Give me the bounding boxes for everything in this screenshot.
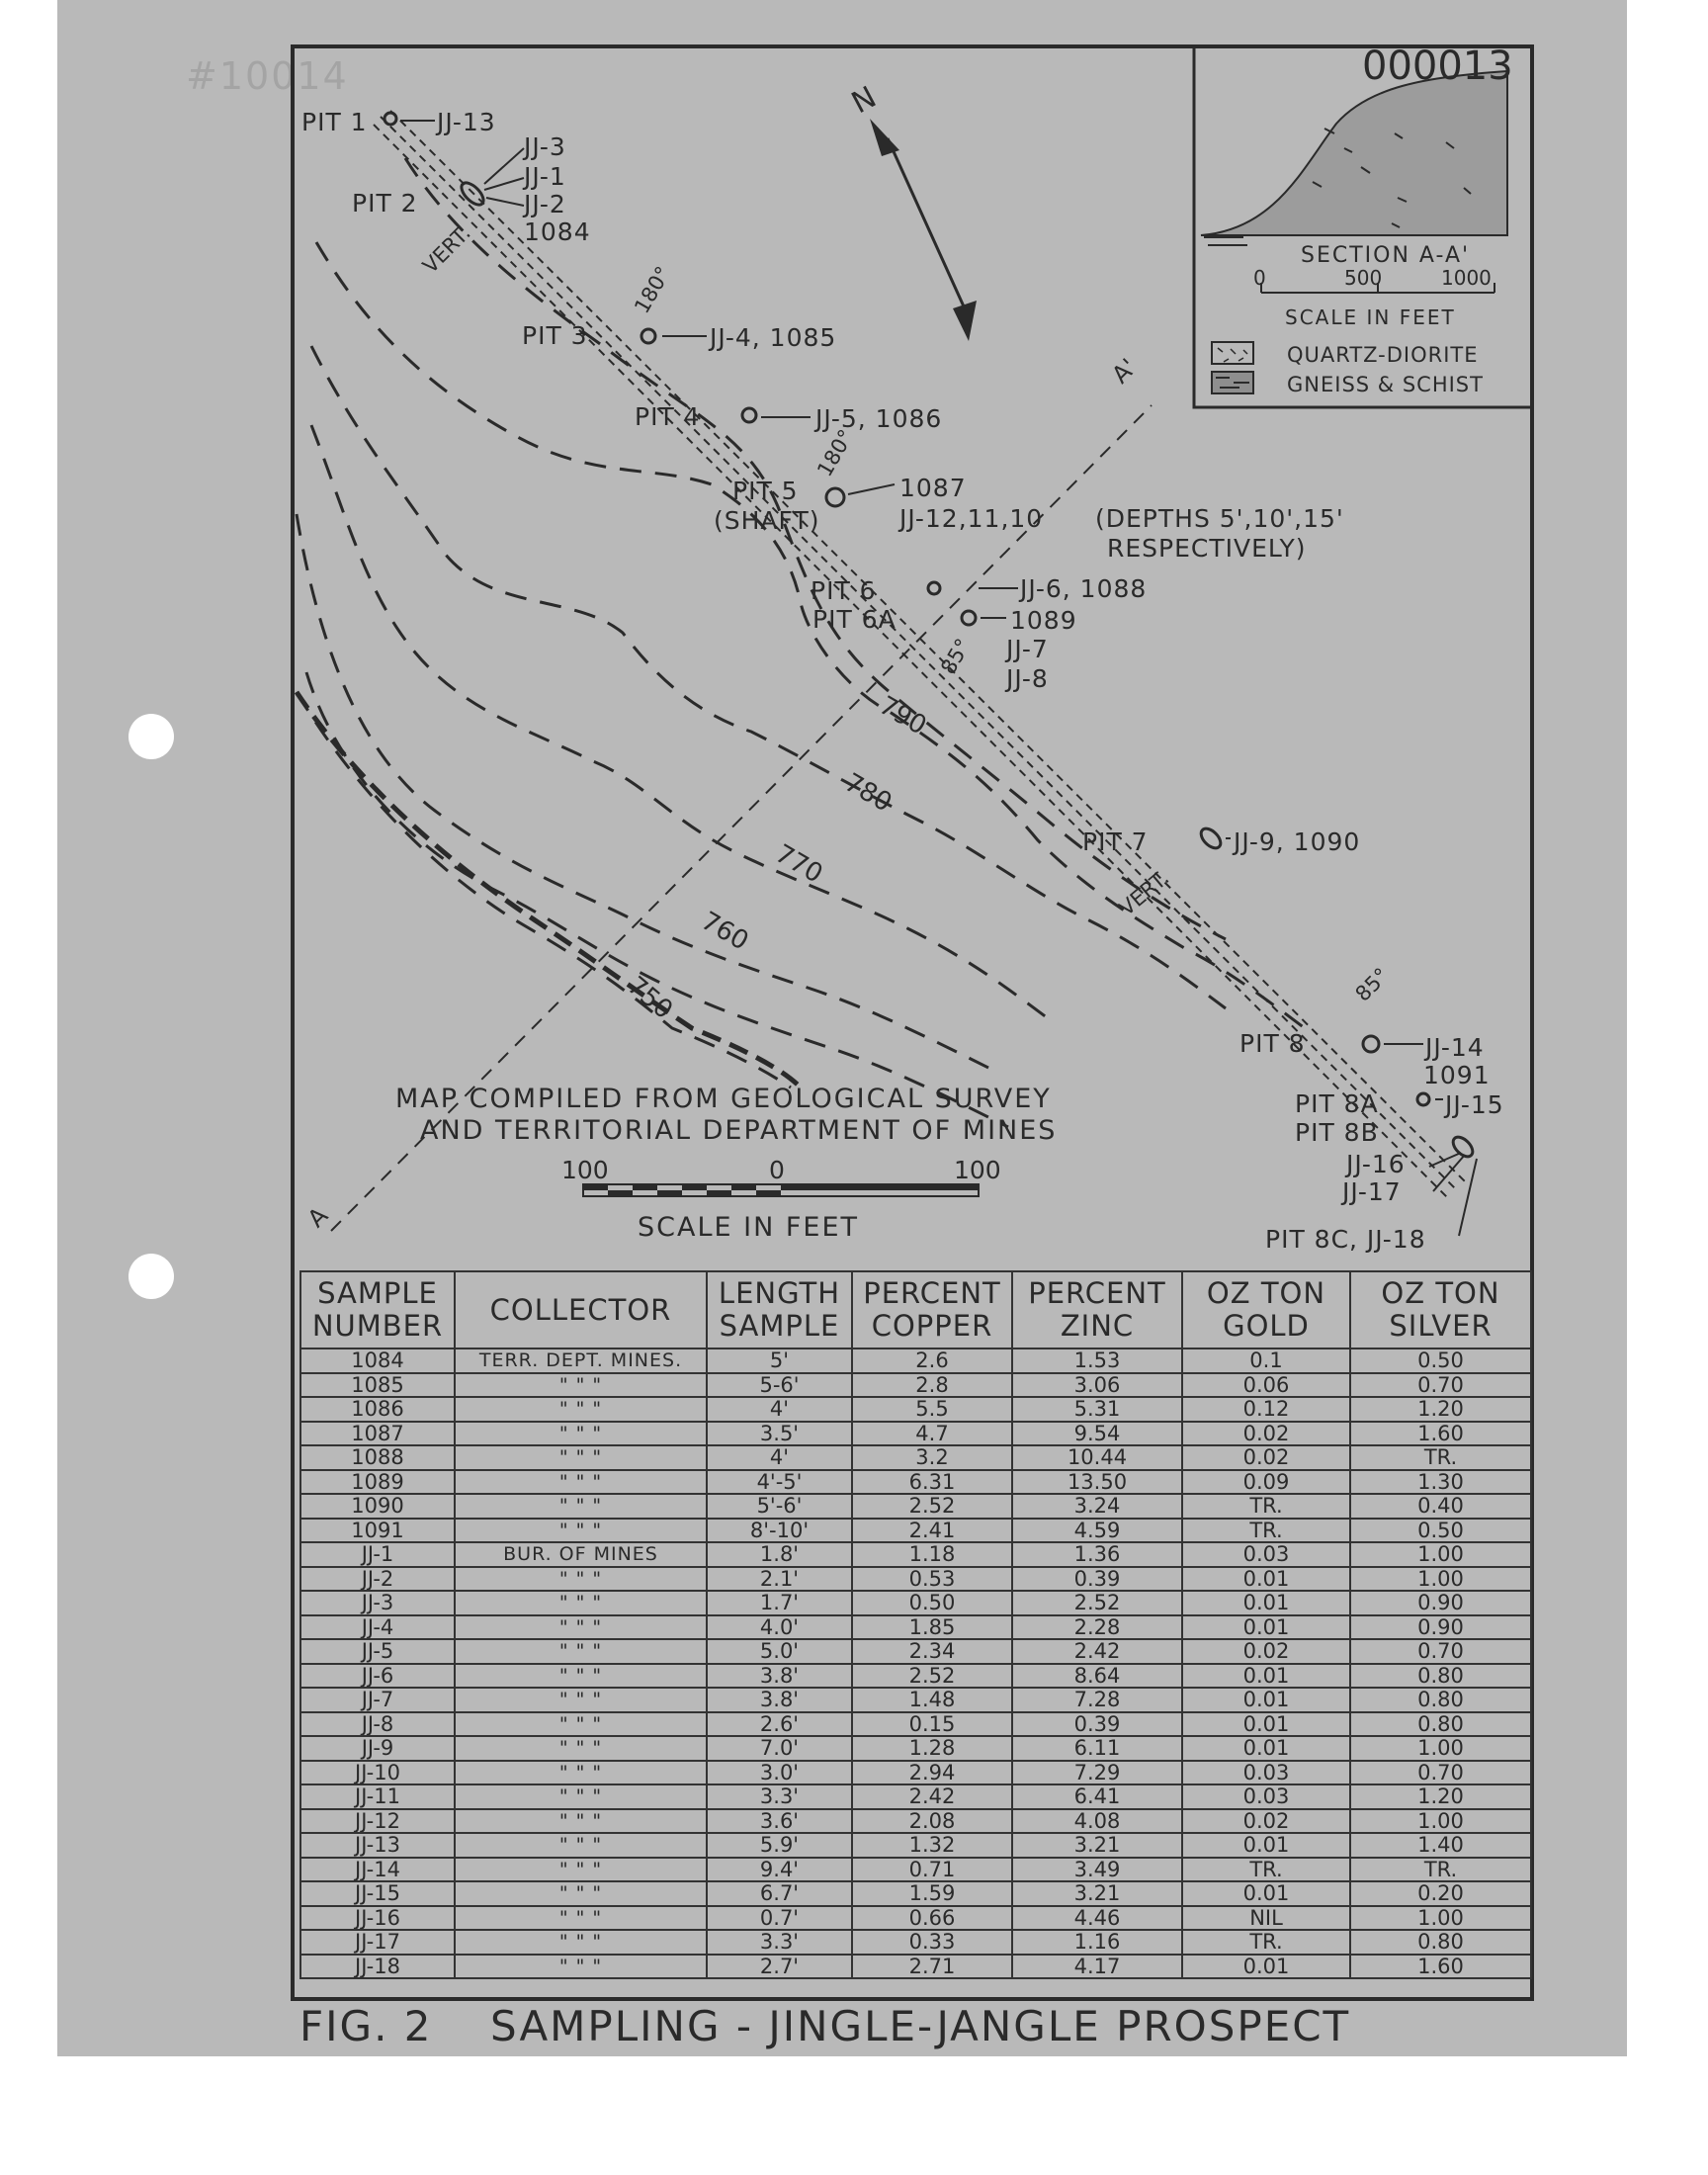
- sample-label: JJ-14: [1425, 1033, 1485, 1062]
- dip-label: VERT.: [418, 220, 475, 279]
- table-cell: 2.71: [852, 1955, 1012, 1979]
- table-row: [300, 1906, 1531, 1931]
- sample-label: 1087: [899, 474, 967, 502]
- table-cell: 6.31: [852, 1470, 1012, 1495]
- table-cell: 0.53: [852, 1567, 1012, 1592]
- table-row: [300, 1833, 1531, 1858]
- table-cell: 0.80: [1350, 1712, 1531, 1737]
- pit-label: PIT 5: [732, 477, 799, 505]
- inset-scale-tick: 500: [1344, 266, 1383, 290]
- table-cell: 4.59: [1012, 1519, 1182, 1543]
- table-row: [300, 1373, 1531, 1398]
- table-cell: 0.70: [1350, 1761, 1531, 1785]
- pit-label: PIT 2: [352, 189, 418, 218]
- table-cell: 1084: [300, 1348, 455, 1373]
- table-cell: 4.08: [1012, 1809, 1182, 1834]
- table-cell: 1.00: [1350, 1906, 1531, 1931]
- contour-label: 780: [839, 767, 897, 819]
- table-cell: 7.29: [1012, 1761, 1182, 1785]
- table-row: [300, 1712, 1531, 1737]
- table-cell: TR.: [1350, 1858, 1531, 1882]
- table-cell: 1089: [300, 1470, 455, 1495]
- table-cell: 3.06: [1012, 1373, 1182, 1398]
- table-cell: JJ-17: [300, 1930, 455, 1955]
- table-row: [300, 1494, 1531, 1519]
- table-cell: 2.52: [852, 1494, 1012, 1519]
- legend-label-gneiss-schist: GNEISS & SCHIST: [1287, 373, 1484, 396]
- table-row: [300, 1591, 1531, 1615]
- table-cell: 0.90: [1350, 1591, 1531, 1615]
- table-cell: " " ": [455, 1567, 707, 1592]
- table-cell: 0.02: [1182, 1422, 1350, 1446]
- table-cell: 7.0': [707, 1736, 852, 1761]
- table-cell: 0.66: [852, 1906, 1012, 1931]
- table-cell: 4.0': [707, 1615, 852, 1640]
- dip-label: 85°: [936, 634, 976, 679]
- table-cell: 1.36: [1012, 1542, 1182, 1567]
- table-cell: JJ-12: [300, 1809, 455, 1834]
- header-oz-ton-silver: OZ TON SILVER: [1350, 1271, 1531, 1348]
- table-row: [300, 1784, 1531, 1809]
- table-cell: 0.33: [852, 1930, 1012, 1955]
- table-cell: 1087: [300, 1422, 455, 1446]
- table-cell: 0.02: [1182, 1809, 1350, 1834]
- table-cell: 9.54: [1012, 1422, 1182, 1446]
- table-cell: 0.50: [1350, 1519, 1531, 1543]
- table-cell: 1.8': [707, 1542, 852, 1567]
- dip-label: VERT.: [1114, 865, 1174, 921]
- map-scale-tick: 100: [561, 1156, 609, 1184]
- table-cell: 1086: [300, 1397, 455, 1422]
- header-collector: COLLECTOR: [455, 1271, 707, 1348]
- table-row: [300, 1858, 1531, 1882]
- table-cell: JJ-5: [300, 1639, 455, 1664]
- table-cell: TR.: [1182, 1494, 1350, 1519]
- table-row: [300, 1348, 1531, 1373]
- table-cell: 0.80: [1350, 1664, 1531, 1689]
- table-cell: 6.11: [1012, 1736, 1182, 1761]
- table-cell: " " ": [455, 1930, 707, 1955]
- table-cell: 0.01: [1182, 1567, 1350, 1592]
- table-cell: JJ-8: [300, 1712, 455, 1737]
- table-cell: 3.5': [707, 1422, 852, 1446]
- table-row: [300, 1542, 1531, 1567]
- table-cell: 1.40: [1350, 1833, 1531, 1858]
- header-sample-number: SAMPLE NUMBER: [300, 1271, 455, 1348]
- table-cell: 0.71: [852, 1858, 1012, 1882]
- table-cell: 0.01: [1182, 1615, 1350, 1640]
- table-cell: 0.70: [1350, 1373, 1531, 1398]
- inset-scale-tick: 0: [1253, 266, 1266, 290]
- table-cell: 0.01: [1182, 1881, 1350, 1906]
- contour-label: 750: [621, 971, 679, 1026]
- sample-label: JJ-3: [524, 132, 566, 161]
- table-cell: 3.21: [1012, 1833, 1182, 1858]
- sample-label: JJ-15: [1445, 1090, 1504, 1119]
- table-cell: " " ": [455, 1761, 707, 1785]
- table-row: [300, 1809, 1531, 1834]
- table-cell: 9.4': [707, 1858, 852, 1882]
- table-cell: JJ-1: [300, 1542, 455, 1567]
- pit-label: PIT 7: [1082, 827, 1149, 856]
- sample-label: JJ-5, 1086: [815, 404, 943, 433]
- map-scale-label: SCALE IN FEET: [638, 1212, 860, 1243]
- table-cell: 5': [707, 1348, 852, 1373]
- table-row: [300, 1397, 1531, 1422]
- north-label: N: [846, 79, 883, 122]
- table-cell: 1.20: [1350, 1397, 1531, 1422]
- table-cell: JJ-7: [300, 1688, 455, 1712]
- sample-label: 1089: [1010, 606, 1077, 635]
- sample-label: JJ-17: [1342, 1177, 1402, 1206]
- table-cell: 4': [707, 1397, 852, 1422]
- table-cell: 2.28: [1012, 1615, 1182, 1640]
- table-cell: 8.64: [1012, 1664, 1182, 1689]
- table-cell: " " ": [455, 1422, 707, 1446]
- table-cell: " " ": [455, 1688, 707, 1712]
- table-cell: " " ": [455, 1591, 707, 1615]
- table-cell: 3.2: [852, 1445, 1012, 1470]
- table-cell: " " ": [455, 1639, 707, 1664]
- table-cell: 1.53: [1012, 1348, 1182, 1373]
- table-cell: 2.52: [1012, 1591, 1182, 1615]
- pit-label: PIT 4: [635, 402, 701, 431]
- table-cell: 5.0': [707, 1639, 852, 1664]
- table-cell: " " ": [455, 1881, 707, 1906]
- table-cell: 4.17: [1012, 1955, 1182, 1979]
- table-row: [300, 1736, 1531, 1761]
- section-inset: [1194, 46, 1532, 407]
- table-cell: 1.48: [852, 1688, 1012, 1712]
- contour-lines: [297, 158, 1305, 1127]
- table-cell: 2.42: [852, 1784, 1012, 1809]
- table-cell: JJ-13: [300, 1833, 455, 1858]
- table-cell: 5.5: [852, 1397, 1012, 1422]
- dip-label: 85°: [1350, 963, 1394, 1006]
- map-scale-bar: [583, 1184, 979, 1196]
- depths-note: (DEPTHS 5',10',15': [1095, 504, 1344, 533]
- sample-label: JJ-1: [524, 162, 566, 191]
- table-cell: 1.7': [707, 1591, 852, 1615]
- inset-scale-tick: 1000: [1441, 266, 1492, 290]
- sample-label: JJ-13: [437, 108, 496, 136]
- stamp-number-faint: #10014: [186, 54, 349, 98]
- table-cell: 4': [707, 1445, 852, 1470]
- table-cell: 0.39: [1012, 1712, 1182, 1737]
- table-cell: JJ-15: [300, 1881, 455, 1906]
- table-cell: " " ": [455, 1494, 707, 1519]
- table-cell: TR.: [1182, 1930, 1350, 1955]
- pit-label: PIT 8: [1239, 1029, 1306, 1058]
- table-cell: TR.: [1182, 1858, 1350, 1882]
- table-cell: 2.94: [852, 1761, 1012, 1785]
- sample-label: JJ-9, 1090: [1234, 827, 1361, 856]
- table-cell: 2.6': [707, 1712, 852, 1737]
- table-body: [300, 1348, 1531, 1978]
- table-cell: JJ-14: [300, 1858, 455, 1882]
- inset-scale-label: SCALE IN FEET: [1285, 305, 1456, 329]
- table-cell: 13.50: [1012, 1470, 1182, 1495]
- table-cell: " " ": [455, 1955, 707, 1979]
- table-cell: NIL: [1182, 1906, 1350, 1931]
- table-cell: 1085: [300, 1373, 455, 1398]
- sample-label: JJ-6, 1088: [1020, 574, 1148, 603]
- header-oz-ton-gold: OZ TON GOLD: [1182, 1271, 1350, 1348]
- compiled-note: AND TERRITORIAL DEPARTMENT OF MINES: [420, 1115, 1058, 1146]
- table-row: [300, 1761, 1531, 1785]
- table-cell: 10.44: [1012, 1445, 1182, 1470]
- table-cell: 0.01: [1182, 1712, 1350, 1737]
- table-cell: 1.28: [852, 1736, 1012, 1761]
- table-cell: 3.6': [707, 1809, 852, 1834]
- section-mark: A: [301, 1201, 334, 1233]
- table-cell: JJ-3: [300, 1591, 455, 1615]
- table-cell: 1.16: [1012, 1930, 1182, 1955]
- table-row: [300, 1422, 1531, 1446]
- table-row: [300, 1615, 1531, 1640]
- table-cell: 1088: [300, 1445, 455, 1470]
- table-cell: " " ": [455, 1519, 707, 1543]
- table-cell: 1.30: [1350, 1470, 1531, 1495]
- north-arrow: [846, 80, 977, 341]
- table-cell: 4.46: [1012, 1906, 1182, 1931]
- table-cell: JJ-10: [300, 1761, 455, 1785]
- contour-label: 790: [874, 690, 932, 741]
- map-scale-tick: 0: [769, 1156, 785, 1184]
- table-cell: 1090: [300, 1494, 455, 1519]
- table-cell: 0.01: [1182, 1664, 1350, 1689]
- table-cell: JJ-4: [300, 1615, 455, 1640]
- table-cell: " " ": [455, 1858, 707, 1882]
- table-row: [300, 1955, 1531, 1979]
- compiled-note: MAP COMPILED FROM GEOLOGICAL SURVEY: [395, 1084, 1052, 1114]
- pit-label: PIT 3: [522, 321, 588, 350]
- table-cell: 2.42: [1012, 1639, 1182, 1664]
- leader-arrows: [400, 121, 1477, 1236]
- pit-label: PIT 8A: [1295, 1089, 1379, 1118]
- table-cell: 6.41: [1012, 1784, 1182, 1809]
- pit-label: PIT 6: [811, 576, 877, 605]
- table-cell: 8'-10': [707, 1519, 852, 1543]
- table-cell: 1.18: [852, 1542, 1012, 1567]
- sample-assay-table: [299, 1270, 1532, 1979]
- table-cell: 5.9': [707, 1833, 852, 1858]
- pit-markers: [384, 113, 1476, 1160]
- table-cell: " " ": [455, 1809, 707, 1834]
- table-cell: TERR. DEPT. MINES.: [455, 1348, 707, 1373]
- table-cell: TR.: [1182, 1519, 1350, 1543]
- table-cell: 0.12: [1182, 1397, 1350, 1422]
- table-cell: 0.09: [1182, 1470, 1350, 1495]
- table-cell: 0.01: [1182, 1955, 1350, 1979]
- table-cell: 3.8': [707, 1664, 852, 1689]
- table-cell: 2.7': [707, 1955, 852, 1979]
- sample-label: JJ-8: [1006, 664, 1049, 693]
- table-cell: 1.60: [1350, 1422, 1531, 1446]
- section-mark: A': [1106, 353, 1143, 390]
- table-cell: JJ-16: [300, 1906, 455, 1931]
- contour-label: 770: [770, 838, 828, 890]
- table-cell: 0.01: [1182, 1736, 1350, 1761]
- sample-label: 1084: [524, 218, 591, 246]
- figure-title: SAMPLING - JINGLE-JANGLE PROSPECT: [490, 2002, 1351, 2050]
- table-cell: 1.20: [1350, 1784, 1531, 1809]
- table-row: [300, 1470, 1531, 1495]
- table-cell: JJ-2: [300, 1567, 455, 1592]
- table-cell: 2.8: [852, 1373, 1012, 1398]
- table-cell: " " ": [455, 1470, 707, 1495]
- table-cell: 7.28: [1012, 1688, 1182, 1712]
- table-cell: 0.90: [1350, 1615, 1531, 1640]
- table-cell: 0.02: [1182, 1639, 1350, 1664]
- table-cell: 1.85: [852, 1615, 1012, 1640]
- table-cell: " " ": [455, 1664, 707, 1689]
- table-cell: 2.6: [852, 1348, 1012, 1373]
- sample-label: JJ-16: [1346, 1150, 1406, 1178]
- table-cell: 0.40: [1350, 1494, 1531, 1519]
- table-cell: 0.06: [1182, 1373, 1350, 1398]
- table-cell: 3.8': [707, 1688, 852, 1712]
- sample-label: JJ-2: [524, 190, 566, 218]
- legend-label-quartz-diorite: QUARTZ-DIORITE: [1287, 343, 1479, 367]
- sample-label: JJ-7: [1006, 635, 1049, 663]
- table-cell: 0.39: [1012, 1567, 1182, 1592]
- table-cell: 0.1: [1182, 1348, 1350, 1373]
- table-cell: 0.70: [1350, 1639, 1531, 1664]
- table-cell: " " ": [455, 1445, 707, 1470]
- table-cell: " " ": [455, 1906, 707, 1931]
- table-cell: 3.0': [707, 1761, 852, 1785]
- table-cell: 0.50: [852, 1591, 1012, 1615]
- table-row: [300, 1881, 1531, 1906]
- figure-number: FIG. 2: [299, 2002, 433, 2050]
- sample-label: JJ-4, 1085: [710, 323, 837, 352]
- table-row: [300, 1688, 1531, 1712]
- dip-label: 180°: [630, 262, 676, 318]
- depths-note: RESPECTIVELY): [1107, 534, 1307, 563]
- table-cell: 5'-6': [707, 1494, 852, 1519]
- table-cell: 0.01: [1182, 1591, 1350, 1615]
- header-length-sample: LENGTH SAMPLE: [707, 1271, 852, 1348]
- table-cell: " " ": [455, 1833, 707, 1858]
- table-cell: 0.03: [1182, 1542, 1350, 1567]
- table-cell: 0.80: [1350, 1930, 1531, 1955]
- table-cell: 0.20: [1350, 1881, 1531, 1906]
- table-cell: 1.00: [1350, 1567, 1531, 1592]
- table-row: [300, 1664, 1531, 1689]
- table-cell: 2.1': [707, 1567, 852, 1592]
- stamp-number: 000013: [1362, 44, 1513, 89]
- table-cell: 2.52: [852, 1664, 1012, 1689]
- table-cell: 2.41: [852, 1519, 1012, 1543]
- table-cell: TR.: [1350, 1445, 1531, 1470]
- table-cell: " " ": [455, 1615, 707, 1640]
- pit-label: PIT 8C, JJ-18: [1265, 1225, 1426, 1254]
- table-row: [300, 1519, 1531, 1543]
- table-cell: BUR. OF MINES: [455, 1542, 707, 1567]
- table-cell: 0.03: [1182, 1784, 1350, 1809]
- table-cell: 0.01: [1182, 1688, 1350, 1712]
- table-cell: 0.7': [707, 1906, 852, 1931]
- pit-label: PIT 6A: [812, 605, 897, 634]
- table-cell: 2.08: [852, 1809, 1012, 1834]
- table-header-row: [300, 1271, 1531, 1348]
- table-cell: 3.3': [707, 1784, 852, 1809]
- table-cell: 0.03: [1182, 1761, 1350, 1785]
- table-row: [300, 1639, 1531, 1664]
- table-cell: JJ-18: [300, 1955, 455, 1979]
- table-cell: 1.60: [1350, 1955, 1531, 1979]
- table-cell: 3.49: [1012, 1858, 1182, 1882]
- table-cell: 3.21: [1012, 1881, 1182, 1906]
- contour-labels: [622, 691, 931, 1025]
- dip-label: 180°: [812, 425, 859, 481]
- table-cell: 1.59: [852, 1881, 1012, 1906]
- header-percent-zinc: PERCENT ZINC: [1012, 1271, 1182, 1348]
- contour-label: 760: [696, 906, 754, 957]
- section-label: SECTION A-A': [1301, 243, 1471, 268]
- table-cell: 0.01: [1182, 1833, 1350, 1858]
- table-cell: 1.00: [1350, 1736, 1531, 1761]
- table-cell: " " ": [455, 1736, 707, 1761]
- table-cell: 1.32: [852, 1833, 1012, 1858]
- pit-label: (SHAFT): [714, 506, 820, 535]
- table-cell: " " ": [455, 1784, 707, 1809]
- pit-label: PIT 1: [301, 108, 368, 136]
- sample-label: JJ-12,11,10: [899, 504, 1044, 533]
- table-cell: " " ": [455, 1397, 707, 1422]
- table-cell: JJ-11: [300, 1784, 455, 1809]
- table-cell: " " ": [455, 1712, 707, 1737]
- table-row: [300, 1930, 1531, 1955]
- table-cell: 1.00: [1350, 1809, 1531, 1834]
- table-cell: 4'-5': [707, 1470, 852, 1495]
- table-row: [300, 1445, 1531, 1470]
- table-cell: 0.02: [1182, 1445, 1350, 1470]
- table-cell: 1.00: [1350, 1542, 1531, 1567]
- table-cell: 0.50: [1350, 1348, 1531, 1373]
- sample-label: 1091: [1423, 1061, 1491, 1089]
- table-cell: JJ-9: [300, 1736, 455, 1761]
- table-cell: JJ-6: [300, 1664, 455, 1689]
- section-profile: [1201, 71, 1507, 235]
- table-cell: 1091: [300, 1519, 455, 1543]
- table-cell: 4.7: [852, 1422, 1012, 1446]
- table-cell: 0.15: [852, 1712, 1012, 1737]
- table-cell: 5.31: [1012, 1397, 1182, 1422]
- table-cell: 3.3': [707, 1930, 852, 1955]
- table-cell: 0.80: [1350, 1688, 1531, 1712]
- contour-line-750: [297, 692, 801, 1088]
- table-cell: 2.34: [852, 1639, 1012, 1664]
- header-percent-copper: PERCENT COPPER: [852, 1271, 1012, 1348]
- table-cell: " " ": [455, 1373, 707, 1398]
- pit-label: PIT 8B: [1295, 1118, 1379, 1147]
- map-scale-tick: 100: [954, 1156, 1001, 1184]
- table-cell: 3.24: [1012, 1494, 1182, 1519]
- table-cell: 5-6': [707, 1373, 852, 1398]
- table-cell: 6.7': [707, 1881, 852, 1906]
- table-row: [300, 1567, 1531, 1592]
